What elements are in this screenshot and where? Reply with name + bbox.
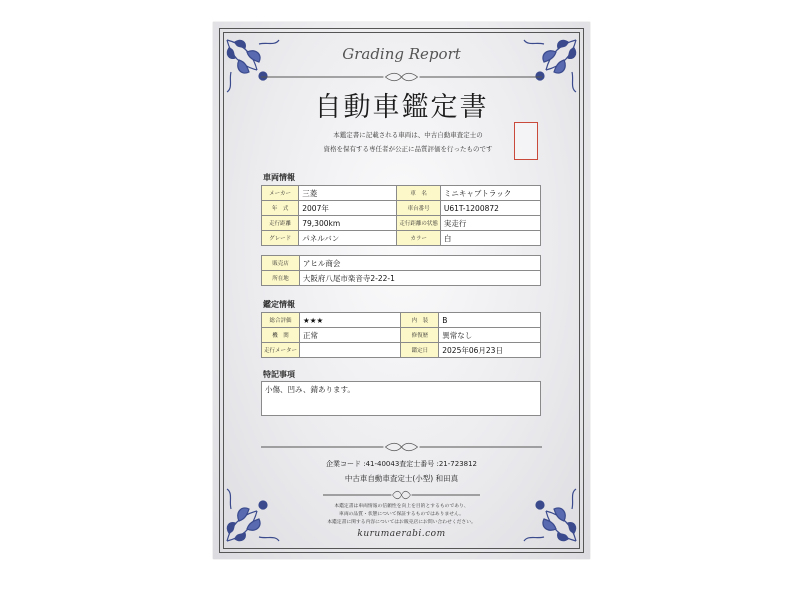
notes-box: 小傷、凹み、錆あります。 [261,381,541,416]
fine-print-line: 本鑑定書に関する内容についてはお販売店にお問い合わせください。 [327,520,476,525]
table-cell: 大阪府八尾市楽音寺2-22-1 [299,271,540,286]
table-row [262,256,541,271]
table-label: 鑑定日 [401,343,439,358]
table-label: 総合評価 [262,313,300,328]
table-label: 内 装 [401,313,439,328]
appraisal-info-table [261,312,541,358]
vehicle-section-heading: 車両情報 [263,173,295,182]
appraisal-section-heading: 鑑定情報 [263,300,295,309]
appraiser-name: 中古車自動車査定士(小型) 和田真 [344,474,459,483]
table-row [262,216,541,231]
table-label: 年 式 [262,201,299,216]
table-cell: 2007年 [299,201,397,216]
table-cell: 実走行 [440,216,540,231]
table-cell: アヒル商会 [299,256,540,271]
certificate-paper [213,22,590,559]
table-cell: 異常なし [439,328,541,343]
english-title: Grading Report [342,45,461,63]
table-label: 走行メーター [262,343,300,358]
divider-flourish-icon [261,72,542,82]
table-cell: パネルバン [299,231,397,246]
seal-stamp [514,122,538,160]
table-row [262,271,541,286]
page-title: 自動車鑑定書 [314,92,489,123]
fine-print [293,503,510,527]
table-cell [300,343,401,358]
divider-flourish-icon [323,490,480,500]
table-label: カラー [397,231,441,246]
intro-line: 資格を保有する専任者が公正に品質評価を行ったものです [323,145,493,153]
table-row [262,201,541,216]
intro-line: 本鑑定書に記載される車両は、中古自動車査定士の [333,131,483,139]
website-link[interactable]: kurumaerabi.com [357,529,446,539]
intro-text [308,128,508,156]
table-cell: U61T-1200872 [440,201,540,216]
divider-flourish-icon [261,442,542,452]
fine-print-line: 本鑑定書は車両情報の信頼性を向上を目的とするものであり、 [334,504,469,509]
table-label: 機 関 [262,328,300,343]
table-label: 走行距離 [262,216,299,231]
table-cell: 79,300km [299,216,397,231]
table-cell: ミニキャブトラック [440,186,540,201]
fine-print-line: 車両の品質・状態について保証するものではありません。 [339,512,464,517]
table-row [262,328,541,343]
vehicle-info-table [261,185,541,246]
table-label: 販売店 [262,256,300,271]
table-row [262,313,541,328]
table-row [262,186,541,201]
table-label: 車 名 [397,186,441,201]
table-cell: 正常 [300,328,401,343]
table-cell: 三菱 [299,186,397,201]
table-cell: B [439,313,541,328]
appraiser-codes: 企業コード :41-40043査定士番号 :21-723812 [325,460,478,468]
table-label: グレード [262,231,299,246]
table-cell: 2025年06月23日 [439,343,541,358]
table-cell: ★★★ [300,313,401,328]
table-cell: 白 [440,231,540,246]
table-row [262,343,541,358]
table-label: 走行距離の状態 [397,216,441,231]
notes-section-heading: 特記事項 [263,370,295,379]
table-label: 車台番号 [397,201,441,216]
dealer-info-table [261,255,541,286]
table-label: 所在地 [262,271,300,286]
table-label: メーカー [262,186,299,201]
table-label: 修復歴 [401,328,439,343]
table-row [262,231,541,246]
